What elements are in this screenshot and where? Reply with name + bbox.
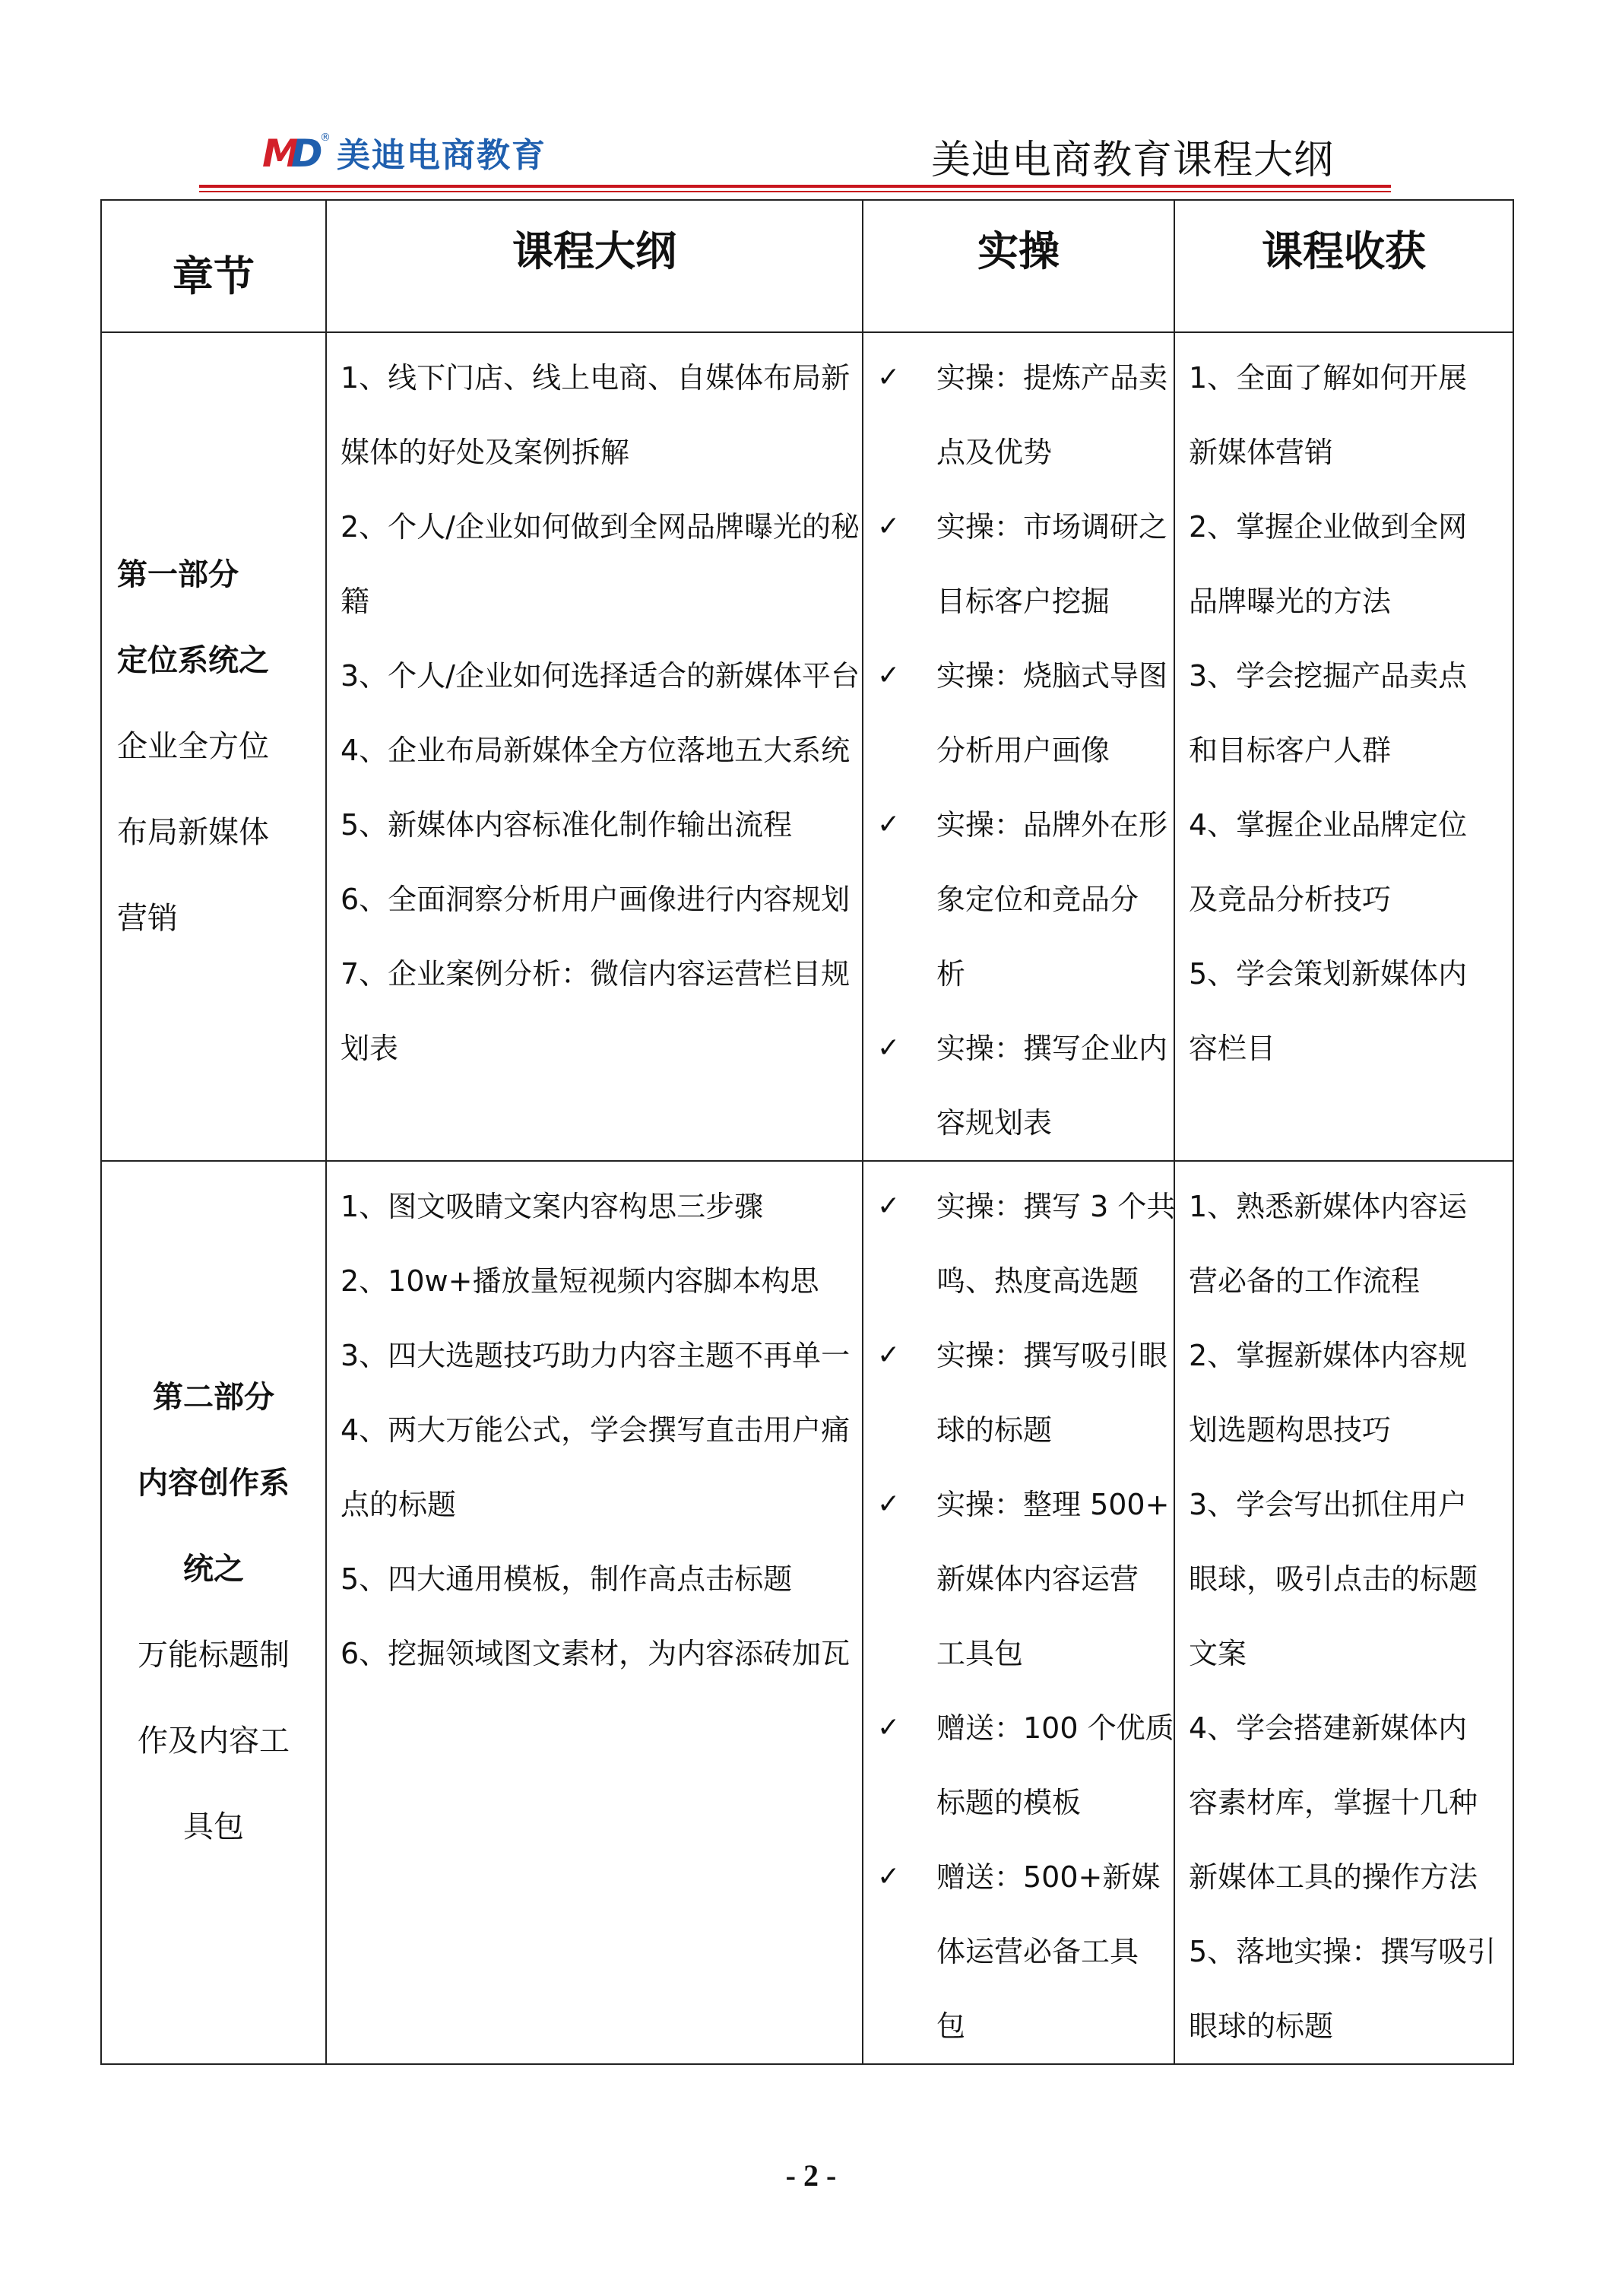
- practice-line: [863, 415, 1166, 490]
- practice-line: [863, 1318, 1166, 1393]
- document-title: 美迪电商教育课程大纲: [931, 138, 1335, 183]
- chapter-cell: [101, 332, 326, 1161]
- checkmark-icon: ✓: [877, 1712, 901, 1743]
- gains-line: 1、熟悉新媒体内容运: [1189, 1190, 1468, 1223]
- gains-line: 5、学会策划新媒体内: [1189, 957, 1468, 991]
- practice-line: [863, 490, 1166, 564]
- gains-line: 容素材库，掌握十几种: [1189, 1786, 1478, 1819]
- checkmark-icon: ✓: [877, 1032, 901, 1064]
- chapter-subtitle-line: 布局新媒体: [117, 814, 269, 850]
- outline-line: 点的标题: [341, 1488, 457, 1521]
- table-header-row: [101, 200, 1513, 332]
- practice-line: [863, 1244, 1166, 1318]
- checkmark-icon: ✓: [877, 809, 901, 840]
- outline-line: 6、挖掘领域图文素材，为内容添砖加瓦: [341, 1637, 851, 1670]
- gains-line: 1、全面了解如何开展: [1189, 361, 1468, 395]
- practice-line: [863, 862, 1166, 937]
- checkmark-icon: ✓: [877, 1340, 901, 1371]
- practice-line: [863, 1169, 1176, 1244]
- checkmark-icon: ✓: [877, 1489, 901, 1520]
- gains-line: 4、掌握企业品牌定位: [1189, 808, 1468, 842]
- practice-line: [863, 1840, 1166, 1914]
- practice-line: [863, 1914, 1166, 1989]
- practice-text: 实操：品牌外在形: [936, 808, 1168, 842]
- chapter-subtitle-line: 作及内容工: [138, 1724, 290, 1758]
- gains-line: 划选题构思技巧: [1189, 1413, 1392, 1447]
- practice-cell: [863, 1161, 1174, 2064]
- outline-line: 3、个人/企业如何选择适合的新媒体平台: [341, 659, 860, 693]
- course-outline-table: [100, 199, 1514, 2065]
- practice-text: 容规划表: [936, 1106, 1053, 1140]
- practice-line: [863, 937, 1166, 1011]
- header-outline: 课程大纲: [326, 200, 863, 332]
- practice-text: 点及优势: [936, 436, 1053, 469]
- outline-line: 4、两大万能公式，学会撰写直击用户痛: [341, 1413, 851, 1447]
- practice-line: [863, 639, 1166, 713]
- practice-text: 分析用户画像: [936, 734, 1110, 767]
- page-number: - 2 -: [785, 2158, 837, 2193]
- checkmark-icon: ✓: [877, 362, 901, 393]
- practice-line: [863, 564, 1166, 639]
- practice-line: [863, 713, 1166, 788]
- practice-text: 象定位和竞品分: [936, 883, 1139, 916]
- practice-text: 新媒体内容运营: [936, 1562, 1139, 1596]
- outline-cell: [326, 1161, 863, 2064]
- outline-line: 1、图文吸睛文案内容构思三步骤: [341, 1190, 764, 1223]
- outline-line: 4、企业布局新媒体全方位落地五大系统: [341, 734, 851, 767]
- logo-text: 美迪电商教育: [337, 136, 546, 175]
- gains-line: 文案: [1189, 1637, 1247, 1670]
- chapter-title-line: 内容创作系: [138, 1466, 290, 1501]
- gains-line: 新媒体工具的操作方法: [1189, 1860, 1478, 1894]
- practice-line: [863, 341, 1166, 415]
- chapter-title-line: 统之: [183, 1552, 244, 1587]
- gains-line: 3、学会写出抓住用户: [1189, 1488, 1468, 1521]
- chapter-subtitle-line: 营销: [117, 900, 178, 936]
- gains-line: 2、掌握企业做到全网: [1189, 510, 1468, 544]
- outline-line: 1、线下门店、线上电商、自媒体布局新: [341, 361, 851, 395]
- practice-line: [863, 1086, 1166, 1160]
- practice-line: [863, 1616, 1166, 1691]
- gains-line: 容栏目: [1189, 1032, 1276, 1065]
- gains-line: 营必备的工作流程: [1189, 1264, 1421, 1298]
- chapter-subtitle-line: 企业全方位: [117, 728, 269, 764]
- practice-line: [863, 1765, 1166, 1840]
- header-rule-thin: [199, 191, 1391, 192]
- practice-cell: [863, 332, 1174, 1161]
- practice-line: [863, 1989, 1166, 2063]
- practice-text: 析: [936, 957, 966, 991]
- outline-line: 7、企业案例分析：微信内容运营栏目规: [341, 957, 851, 991]
- checkmark-icon: ✓: [877, 660, 901, 691]
- practice-text: 赠送：500+新媒: [936, 1860, 1161, 1894]
- practice-text: 工具包: [936, 1637, 1024, 1670]
- practice-line: [863, 1393, 1166, 1467]
- gains-line: 和目标客户人群: [1189, 734, 1392, 767]
- practice-line: [863, 1467, 1170, 1542]
- chapter-title-line: 第二部分: [153, 1380, 274, 1415]
- checkmark-icon: ✓: [877, 1191, 901, 1222]
- gains-line: 品牌曝光的方法: [1189, 585, 1392, 618]
- gains-line: 新媒体营销: [1189, 436, 1334, 469]
- header-gains: 课程收获: [1174, 200, 1513, 332]
- practice-text: 实操：烧脑式导图: [936, 659, 1168, 693]
- table-row: [101, 332, 1513, 1161]
- practice-text: 球的标题: [936, 1413, 1053, 1447]
- practice-text: 实操：撰写吸引眼: [936, 1339, 1168, 1372]
- outline-line: 5、四大通用模板，制作高点击标题: [341, 1562, 793, 1596]
- practice-text: 实操：提炼产品卖: [936, 361, 1168, 395]
- practice-text: 体运营必备工具: [936, 1935, 1139, 1968]
- gains-line: 眼球的标题: [1189, 2009, 1334, 2043]
- outline-line: 2、个人/企业如何做到全网品牌曝光的秘: [341, 510, 860, 544]
- practice-text: 鸣、热度高选题: [936, 1264, 1139, 1298]
- practice-line: [863, 1691, 1174, 1765]
- chapter-subtitle-line: 万能标题制: [138, 1638, 290, 1673]
- chapter-title-line: 定位系统之: [117, 642, 269, 678]
- gains-line: 眼球，吸引点击的标题: [1189, 1562, 1478, 1596]
- outline-line: 5、新媒体内容标准化制作输出流程: [341, 808, 793, 842]
- practice-line: [863, 788, 1166, 862]
- gains-line: 及竞品分析技巧: [1189, 883, 1392, 916]
- gains-line: 5、落地实操：撰写吸引: [1189, 1935, 1497, 1968]
- practice-line: [863, 1011, 1166, 1086]
- outline-line: 6、全面洞察分析用户画像进行内容规划: [341, 883, 851, 916]
- practice-text: 赠送：100 个优质: [936, 1711, 1174, 1745]
- practice-text: 实操：市场调研之: [936, 510, 1168, 544]
- gains-cell: [1174, 1161, 1513, 2064]
- practice-text: 实操：整理 500+: [936, 1488, 1170, 1521]
- md-logo-icon: M D ®: [262, 132, 331, 176]
- checkmark-icon: ✓: [877, 511, 901, 542]
- chapter-cell: [101, 1161, 326, 2064]
- practice-text: 实操：撰写 3 个共: [936, 1190, 1176, 1223]
- gains-line: 4、学会搭建新媒体内: [1189, 1711, 1468, 1745]
- gains-line: 3、学会挖掘产品卖点: [1189, 659, 1468, 693]
- outline-cell: [326, 332, 863, 1161]
- table-row: [101, 1161, 1513, 2064]
- outline-line: 籍: [341, 585, 370, 618]
- header-practice: 实操: [863, 200, 1174, 332]
- practice-text: 实操：撰写企业内: [936, 1032, 1168, 1065]
- header-chapter: 章节: [101, 200, 326, 332]
- outline-line: 媒体的好处及案例拆解: [341, 436, 630, 469]
- header-rule: [199, 185, 1391, 188]
- gains-line: 2、掌握新媒体内容规: [1189, 1339, 1468, 1372]
- gains-cell: [1174, 332, 1513, 1161]
- practice-text: 标题的模板: [936, 1786, 1082, 1819]
- outline-line: 2、10w+播放量短视频内容脚本构思: [341, 1264, 819, 1298]
- chapter-subtitle-line: 具包: [183, 1809, 244, 1844]
- outline-line: 3、四大选题技巧助力内容主题不再单一: [341, 1339, 851, 1372]
- checkmark-icon: ✓: [877, 1861, 901, 1892]
- practice-text: 包: [936, 2009, 966, 2043]
- practice-text: 目标客户挖掘: [936, 585, 1110, 618]
- chapter-title-line: 第一部分: [117, 557, 239, 592]
- practice-line: [863, 1542, 1166, 1616]
- outline-line: 划表: [341, 1032, 399, 1065]
- brand-logo: [262, 129, 546, 175]
